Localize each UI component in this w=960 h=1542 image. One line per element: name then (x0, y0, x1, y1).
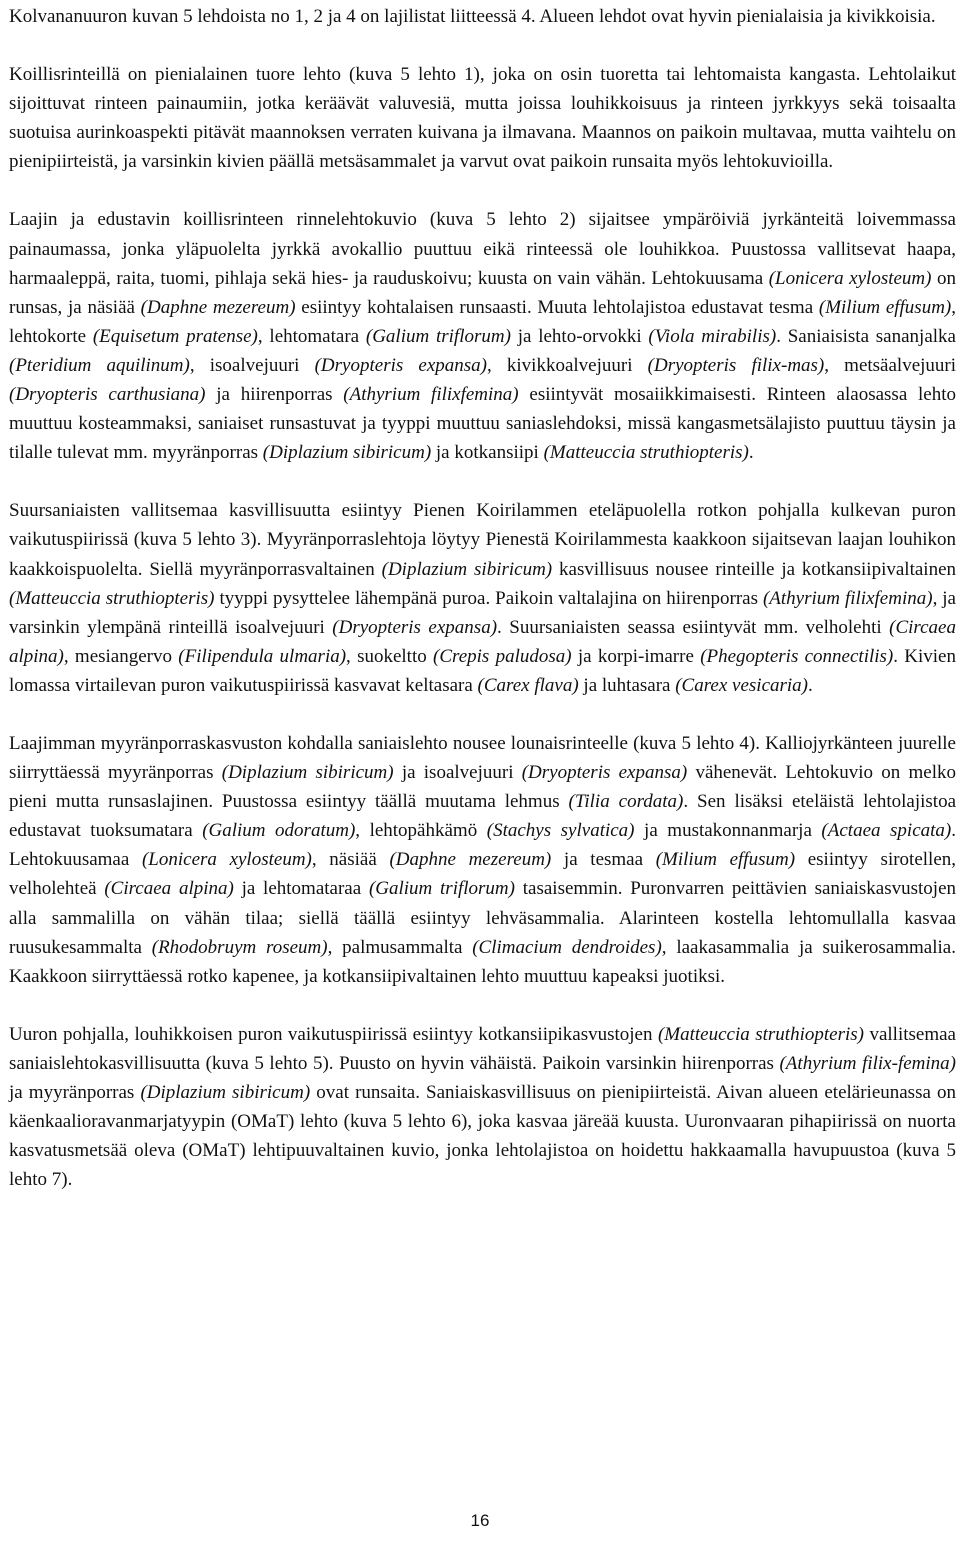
text-run: tyyppi pysyttelee lähempänä puroa. Paikoin valtalajina on hiirenporras (214, 587, 763, 609)
text-run: . Saniaisista sananjalka (776, 325, 956, 347)
species-name: (Athyrium filix-femina) (779, 1052, 956, 1074)
text-run: Laajin ja edustavin koillisrinteen rinnelehtokuvio (kuva 5 lehto 2) sijaitsee ympäröiviä jyrkänteitä loivemmassa painaumassa, jonka yläpuolelta jyrkkä avokallio puuttuu eikä rinteessä ole louhikkoa. Puustossa vallitsevat haapa, harmaaleppä, raita, tuomi, pihlaja sekä hies- ja rauduskoivu; kuusta on vain vähän. Lehtokuusama (9, 209, 956, 289)
species-name: (Dryopteris carthusiana) (9, 384, 206, 406)
species-name: (Carex vesicaria) (675, 674, 808, 696)
text-run: , suokeltto (346, 645, 434, 667)
paragraph-2 (9, 60, 956, 176)
species-name: (Milium effusum) (655, 849, 796, 871)
species-name: (Crepis paludosa) (433, 645, 572, 667)
species-name: (Circaea alpina) (104, 878, 234, 900)
text-run: . (748, 442, 754, 464)
text-run: , lehtopähkämö (355, 820, 487, 842)
text-run: ja luhtasara (578, 674, 676, 696)
text-run: ja kotkansiipi (431, 442, 544, 464)
species-name: (Matteuccia struthiopteris) (9, 587, 215, 609)
species-name: (Circaea alpina) (9, 616, 956, 667)
text-run: ja myyränporras (9, 1082, 141, 1103)
text-run: . Lehtokuusamaa (9, 820, 956, 871)
species-name: (Diplazium sibiricum) (140, 1082, 311, 1103)
species-name: (Stachys sylvatica) (486, 820, 635, 842)
species-name: (Rhodobruym roseum) (151, 936, 328, 958)
text-run: , näsiää (311, 849, 390, 871)
text-run: ja korpi-imarre (571, 645, 701, 667)
species-name: (Matteuccia struthiopteris) (657, 1023, 864, 1045)
text-run: Koillisrinteillä on pienialainen tuore lehto (kuva 5 lehto 1), joka on osin tuoretta tai lehtomaista kangasta. Lehtolaikut sijoittuvat rinteen painaumiin, jotka keräävät valuvesiä, mutta joissa louhikkoisuus ja rinteen jyrkkyys sekä toisaalta suotuisa aurinkoaspekti pitävät maannoksen verraten kuivana ja ilmavana. Maannos on paikoin multavaa, mutta vaihtelu on pienipiirteistä, ja varsinkin kivien päällä metsäsammalet ja varvut ovat paikoin runsaita myös lehtokuvioilla. (9, 64, 956, 173)
page-number: 16 (470, 1511, 490, 1530)
text-run: ja lehto-orvokki (510, 325, 649, 347)
species-name: (Daphne mezereum) (389, 849, 552, 871)
species-name: (Pteridium aquilinum) (9, 354, 190, 376)
species-name: (Filipendula ulmaria) (178, 645, 347, 667)
species-name: (Dryopteris filix-mas) (647, 354, 825, 376)
text-run: ja lehtomataraa (233, 878, 369, 900)
species-name: (Climacium dendroides) (472, 936, 662, 958)
text-run: Laajimman myyränporraskasvuston kohdalla saniaislehto nousee lounaisrinteelle (kuva 5 lehto 4). Kalliojyrkänteen juurelle siirryttäessä myyränporras (9, 732, 956, 784)
species-name: (Diplazium sibiricum) (381, 558, 553, 580)
text-run: ja isoalvejuuri (393, 762, 522, 784)
paragraph-1 (9, 2, 956, 31)
text-run: Suursaniaisten vallitsemaa kasvillisuutta esiintyy Pienen Koirilammen eteläpuolella rotkon pohjalla kulkevan puron vaikutuspiirissä (kuva 5 lehto 3). Myyränporraslehtoja löytyy Pienestä Koirilammesta kaakkoon sijaitsevan laajan louhikon kaakkoispuolelta. Siellä myyränporrasvaltainen (9, 500, 956, 580)
species-name: (Milium effusum) (818, 296, 952, 318)
text-run: on runsas, ja näsiää (9, 267, 957, 318)
species-name: (Daphne mezereum) (140, 296, 296, 318)
text-run: . Kivien lomassa virtailevan puron vaikutuspiirissä kasvavat keltasara (9, 645, 956, 696)
species-name: (Galium odoratum) (202, 820, 356, 842)
text-run: , mesiangervo (63, 645, 179, 667)
text-run: ovat runsaita. Saniaiskasvillisuus on pienipiirteistä. Aivan alueen etelärieunassa on käenkaalioravanmarjatyypin (OMaT) lehto (kuva 5 lehto 6), joka kasvaa järeää kuusta. Uuronvaaran pihapiirissä on nuorta kasvatusmetsää oleva (OMaT) lehtipuuvaltainen kuvio, jonka lehtolajistoa on hoidettu hakkaamalla havupuustoa (kuva 5 lehto 7). (9, 1082, 957, 1191)
species-name: (Equisetum pratense) (92, 325, 258, 347)
species-name: (Diplazium sibiricum) (262, 442, 432, 464)
species-name: (Lonicera xylosteum) (141, 849, 312, 871)
paragraph-3 (9, 205, 956, 467)
text-run: esiintyy kohtalaisen runsaasti. Muuta lehtolajistoa edustavat tesma (295, 296, 819, 318)
text-run: . (808, 674, 813, 696)
species-name: (Phegopteris connectilis) (700, 645, 894, 667)
text-run: , kivikkoalvejuuri (487, 354, 648, 376)
paragraph-6 (9, 1020, 956, 1195)
species-name: (Actaea spicata) (821, 820, 952, 842)
species-name: (Dryopteris expansa) (332, 616, 498, 638)
text-run: esiintyy sirotellen, velholehteä (9, 849, 956, 900)
species-name: (Galium triflorum) (368, 878, 515, 900)
text-run: Kolvananuuron kuvan 5 lehdoista no 1, 2 ja 4 on lajilistat liitteessä 4. Alueen lehdot ovat hyvin pienialaisia ja kivikkoisia. (9, 6, 936, 27)
text-run: . Sen lisäksi eteläistä lehtolajistoa edustavat tuoksumatara (9, 791, 956, 842)
paragraph-4 (9, 496, 956, 700)
species-name: (Tilia cordata) (568, 791, 684, 813)
text-run: . Suursaniaisten seassa esiintyvät mm. velholehti (497, 616, 890, 638)
document-page (9, 2, 956, 1194)
text-run: ja mustakonnanmarja (634, 820, 822, 842)
species-name: (Athyrium filixfemina) (762, 587, 933, 609)
text-run: , lehtokorte (9, 296, 956, 347)
text-run: , lehtomatara (257, 325, 366, 347)
species-name: (Galium triflorum) (365, 325, 511, 347)
species-name: (Dryopteris expansa) (521, 762, 688, 784)
species-name: (Viola mirabilis) (648, 325, 777, 347)
species-name: (Dryopteris expansa) (314, 354, 487, 376)
text-run: , metsäalvejuuri (824, 354, 957, 376)
text-run: , ja varsinkin ylempänä rinteillä isoalvejuuri (9, 587, 956, 638)
text-run: esiintyvät mosaiikkimaisesti. Rinteen alaosassa lehto muuttuu kosteammaksi, saniaiset runsastuvat ja tyyppi muuttuu saniaslehdoksi, missä kangasmetsälajisto puuttuu täysin ja tilalle tulevat mm. myyränporras (9, 384, 956, 464)
species-name: (Matteuccia struthiopteris) (543, 442, 749, 464)
text-run: kasvillisuus nousee rinteille ja kotkansiipivaltainen (552, 558, 957, 580)
paragraph-5 (9, 729, 956, 991)
text-run: ja tesmaa (551, 849, 656, 871)
species-name: (Diplazium sibiricum) (221, 762, 394, 784)
species-name: (Lonicera xylosteum) (768, 267, 932, 289)
text-run: , isoalvejuuri (189, 354, 315, 376)
text-run: vähenevät. Lehtokuvio on melko pieni mutta runsaslajinen. Puustossa esiintyy täällä muutama lehmus (9, 762, 956, 813)
text-run: , laakasammalia ja suikerosammalia. Kaakkoon siirryttäessä rotko kapenee, ja kotkansiipivaltainen lehto muuttuu kapeaksi juotiksi. (9, 936, 956, 987)
text-run: vallitsemaa saniaislehtokasvillisuutta (kuva 5 lehto 5). Puusto on hyvin vähäistä. Paikoin varsinkin hiirenporras (9, 1023, 956, 1074)
species-name: (Carex flava) (477, 674, 579, 696)
text-run: , palmusammalta (327, 936, 473, 958)
species-name: (Athyrium filixfemina) (343, 384, 519, 406)
text-run: Uuron pohjalla, louhikkoisen puron vaikutuspiirissä esiintyy kotkansiipikasvustojen (9, 1023, 658, 1045)
text-run: ja hiirenporras (205, 384, 344, 406)
text-run: tasaisemmin. Puronvarren peittävien saniaiskasvustojen alla sammalilla on vähän tilaa; siellä täällä esiintyy lehväsammalia. Alarinteen kostella lehtomullalla kasvaa ruusukesammalta (9, 878, 957, 958)
